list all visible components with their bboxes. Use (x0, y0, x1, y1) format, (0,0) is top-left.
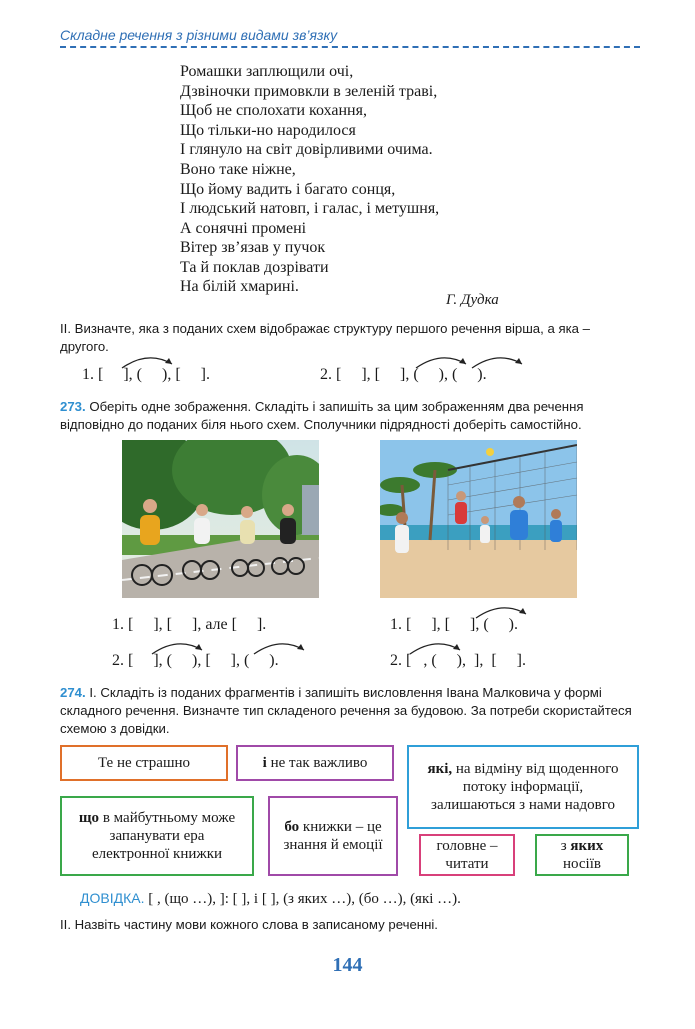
fragment-text: не так важливо (266, 755, 368, 771)
page-number: 144 (332, 954, 363, 976)
poem-author: Г. Дудка (446, 292, 499, 308)
fragment-keyword: яких (570, 838, 604, 854)
poem-stanza-2 (180, 160, 439, 297)
running-header: Складне речення з різними видами зв’язку (60, 27, 338, 43)
fragment-keyword: бо (284, 819, 300, 835)
poem-stanza-1 (180, 62, 437, 160)
poem-line: Воно таке ніжне, (180, 161, 296, 178)
schema-arrow (120, 352, 180, 372)
fragment-box-4 (60, 796, 254, 876)
left-schema-2: 2. [ ], ( ), [ ], ( ). (112, 652, 279, 669)
fragment-text: книжки – це знання й емоції (283, 819, 383, 853)
fragment-box-1 (60, 745, 228, 781)
left-schema-1: 1. [ ], [ ], але [ ]. (112, 616, 267, 633)
schema-arrow (150, 638, 210, 658)
poem-line: А сонячні промені (180, 219, 307, 237)
task-2-instruction: ІІ. Визначте, яка з поданих схем відображає структуру першого речення вірша, а яка – другого. (60, 321, 590, 354)
exercise-text: Оберіть одне зображення. Складіть і запишіть за цим зображенням два речення відповідно до поданих біля нього схем. Сполучники підрядності доберіть самостійно. (60, 399, 584, 432)
fragment-text: в майбутньому може запанувати ера електронної книжки (91, 810, 236, 862)
fragment-box-5 (268, 796, 398, 876)
poem-line: І глянуло на світ довірливими очима. (180, 141, 433, 158)
dovidka-schema: [ , (що …), ]: [ ], і [ ], (з яких …), (бо …), (які …). (144, 891, 461, 907)
schema-arrow (408, 638, 468, 658)
fragment-text: головне – читати (436, 838, 498, 872)
fragment-box-2 (236, 745, 394, 781)
dovidka-label: ДОВІДКА. (80, 890, 145, 906)
right-schema-1: 1. [ ], [ ], ( ). (390, 616, 518, 633)
schema-arrow (414, 352, 474, 372)
poem-line: На білій хмарині. (180, 278, 299, 295)
poem-line: Вітер зв’язав у пучок (180, 239, 326, 256)
fragment-box-7 (535, 834, 629, 876)
poem-line: Та й поклав дозрівати (180, 258, 329, 276)
exercise-273 (60, 398, 640, 434)
poem-line: Що тільки-но народилося (180, 121, 356, 139)
header-divider (60, 46, 640, 48)
fragment-text: на відміну від щоденного потоку інформації, залишаються з нами надовго (431, 761, 619, 813)
schema-arrow (252, 638, 312, 658)
poem-line: Що йому вадить і багато сонця, (180, 180, 396, 198)
schema-2: 2. [ ], [ ], ( ), ( ). (320, 366, 487, 383)
schema-arrow (474, 602, 534, 622)
exercise-274 (60, 684, 640, 738)
fragment-text: з (560, 838, 571, 854)
fragment-text: Те не страшно (97, 755, 191, 771)
fragment-box-3 (407, 745, 639, 829)
cyclists-photo (122, 440, 319, 598)
fragment-keyword: що (78, 810, 100, 826)
schema-arrow (470, 352, 530, 372)
fragment-keyword: і (262, 755, 267, 771)
volleyball-photo (380, 440, 577, 598)
exercise-text: І. Складіть із поданих фрагментів і запишіть висловлення Івана Малковича у формі складного речення. Визначте тип складеного речення за будовою. За потреби скористайтеся схемою з довідки. (60, 685, 632, 736)
schema-1: 1. [ ], ( ), [ ]. (82, 366, 210, 383)
dovidka-hint (80, 890, 461, 908)
poem-line: Дзвіночки примовкли в зеленій траві, (180, 82, 438, 100)
fragment-keyword: які, (427, 761, 453, 777)
poem-line: Ромашки заплющили очі, (180, 63, 354, 80)
fragment-box-6 (419, 834, 515, 876)
poem-line: І людський натовп, і галас, і метушня, (180, 200, 440, 217)
exercise-number: 274. (60, 685, 86, 700)
task-2-part-of-speech: ІІ. Назвіть частину мови кожного слова в записаному реченні. (60, 917, 438, 932)
right-schema-2: 2. [ , ( ), ], [ ]. (390, 652, 526, 669)
poem-line: Щоб не сполохати кохання, (180, 102, 367, 119)
exercise-number: 273. (60, 399, 86, 414)
fragment-text: носіїв (563, 856, 601, 872)
